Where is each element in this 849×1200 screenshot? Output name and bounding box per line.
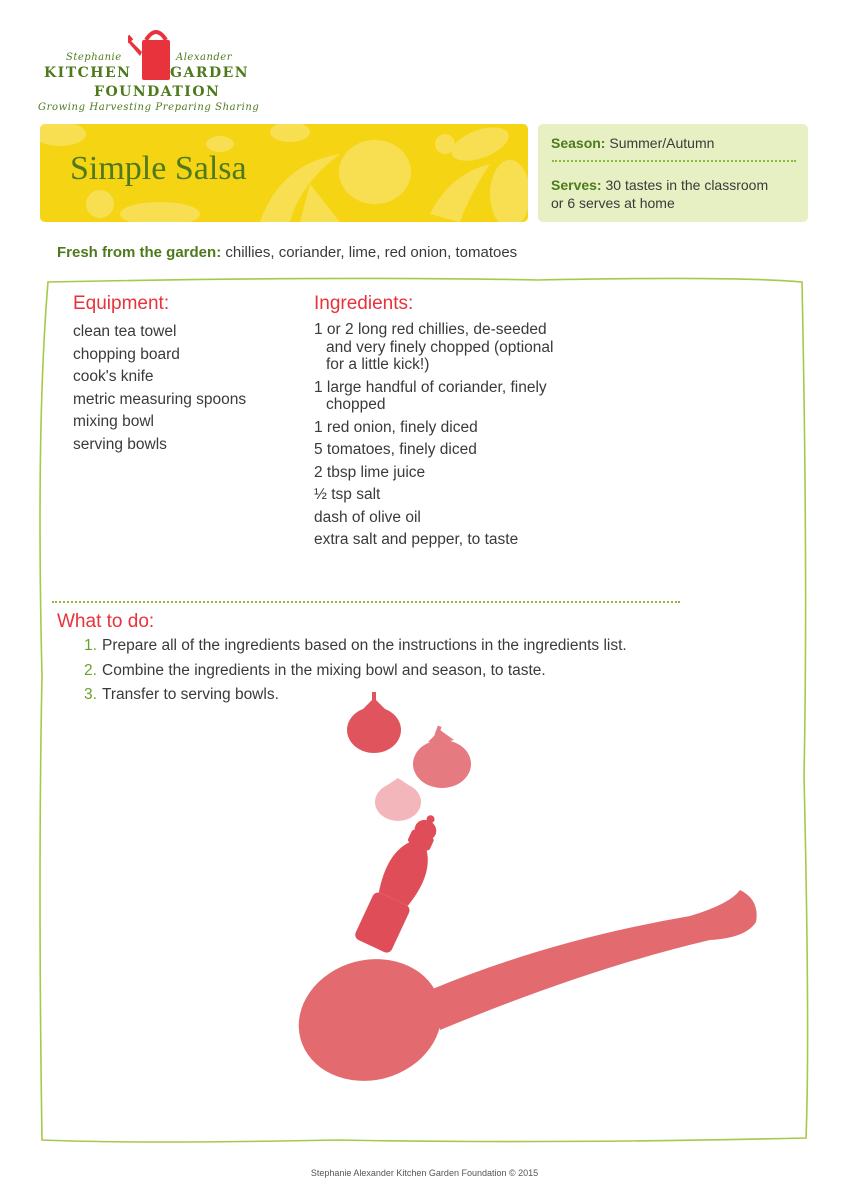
step-text: Combine the ingredients in the mixing bowl and season, to taste. xyxy=(102,661,546,679)
section-divider xyxy=(52,601,680,603)
step-number: 2. xyxy=(84,661,97,679)
spoon-icon xyxy=(290,890,757,1097)
season-label: Season: xyxy=(551,135,606,151)
tomato-icon xyxy=(347,692,401,753)
list-item: extra salt and pepper, to taste xyxy=(314,531,519,548)
fresh-label: Fresh from the garden: xyxy=(57,244,222,261)
logo-tagline: Growing Harvesting Preparing Sharing xyxy=(38,102,260,113)
equipment-section xyxy=(73,293,246,456)
logo-word-foundation: FOUNDATION xyxy=(94,84,221,100)
method-heading: What to do: xyxy=(57,611,155,632)
list-item: 1 or 2 long red chillies, de-seeded and very finely chopped (optional for a little kick!) xyxy=(314,321,554,373)
serves-row xyxy=(551,176,768,212)
title-banner xyxy=(40,124,528,222)
list-item: 1 large handful of coriander, finely chopped xyxy=(314,378,547,413)
list-item: ½ tsp salt xyxy=(314,486,381,503)
serves-label: Serves: xyxy=(551,177,602,193)
fresh-value: chillies, coriander, lime, red onion, tomatoes xyxy=(225,244,518,261)
step-item xyxy=(84,662,627,680)
list-item: metric measuring spoons xyxy=(73,390,247,408)
serves-value-line2: or 6 serves at home xyxy=(551,195,675,211)
step-text: Transfer to serving bowls. xyxy=(102,686,279,703)
fresh-from-garden xyxy=(57,244,517,261)
step-text: Prepare all of the ingredients based on the instructions in the ingredients list. xyxy=(102,637,627,654)
recipe-title: Simple Salsa xyxy=(70,150,247,187)
step-item xyxy=(84,637,627,655)
tomato-icon xyxy=(413,726,471,788)
list-item: 5 tomatoes, finely diced xyxy=(314,441,477,458)
ingredients-list xyxy=(314,321,554,549)
list-item: cook's knife xyxy=(73,368,154,385)
step-number: 3. xyxy=(84,686,97,703)
foundation-logo xyxy=(38,22,258,122)
logo-name-first: Stephanie xyxy=(66,52,122,63)
pepper-grinder-icon xyxy=(353,807,450,954)
logo-word-kitchen: KITCHEN xyxy=(44,65,132,81)
list-item: 2 tbsp lime juice xyxy=(314,463,426,481)
footer-copyright: Stephanie Alexander Kitchen Garden Foundation © 2015 xyxy=(310,1168,539,1178)
logo-name-last: Alexander xyxy=(176,52,232,63)
season-value: Summer/Autumn xyxy=(609,135,715,151)
info-box xyxy=(538,124,808,222)
list-item: 1 red onion, finely diced xyxy=(314,418,478,436)
illustration xyxy=(290,690,770,1110)
list-item: dash of olive oil xyxy=(314,508,421,526)
serves-value-line1: 30 tastes in the classroom xyxy=(605,177,769,193)
ingredients-heading: Ingredients: xyxy=(314,293,414,314)
tomato-icon xyxy=(375,778,421,821)
info-divider xyxy=(552,160,796,162)
season-row xyxy=(551,134,714,152)
step-number: 1. xyxy=(84,637,97,654)
list-item: clean tea towel xyxy=(73,323,177,340)
list-item: mixing bowl xyxy=(73,413,154,430)
list-item: serving bowls xyxy=(73,435,167,453)
logo-word-garden: GARDEN xyxy=(170,65,250,81)
ingredients-section xyxy=(314,293,554,554)
equipment-heading: Equipment: xyxy=(73,293,170,314)
list-item: chopping board xyxy=(73,345,180,363)
equipment-list xyxy=(73,321,246,456)
